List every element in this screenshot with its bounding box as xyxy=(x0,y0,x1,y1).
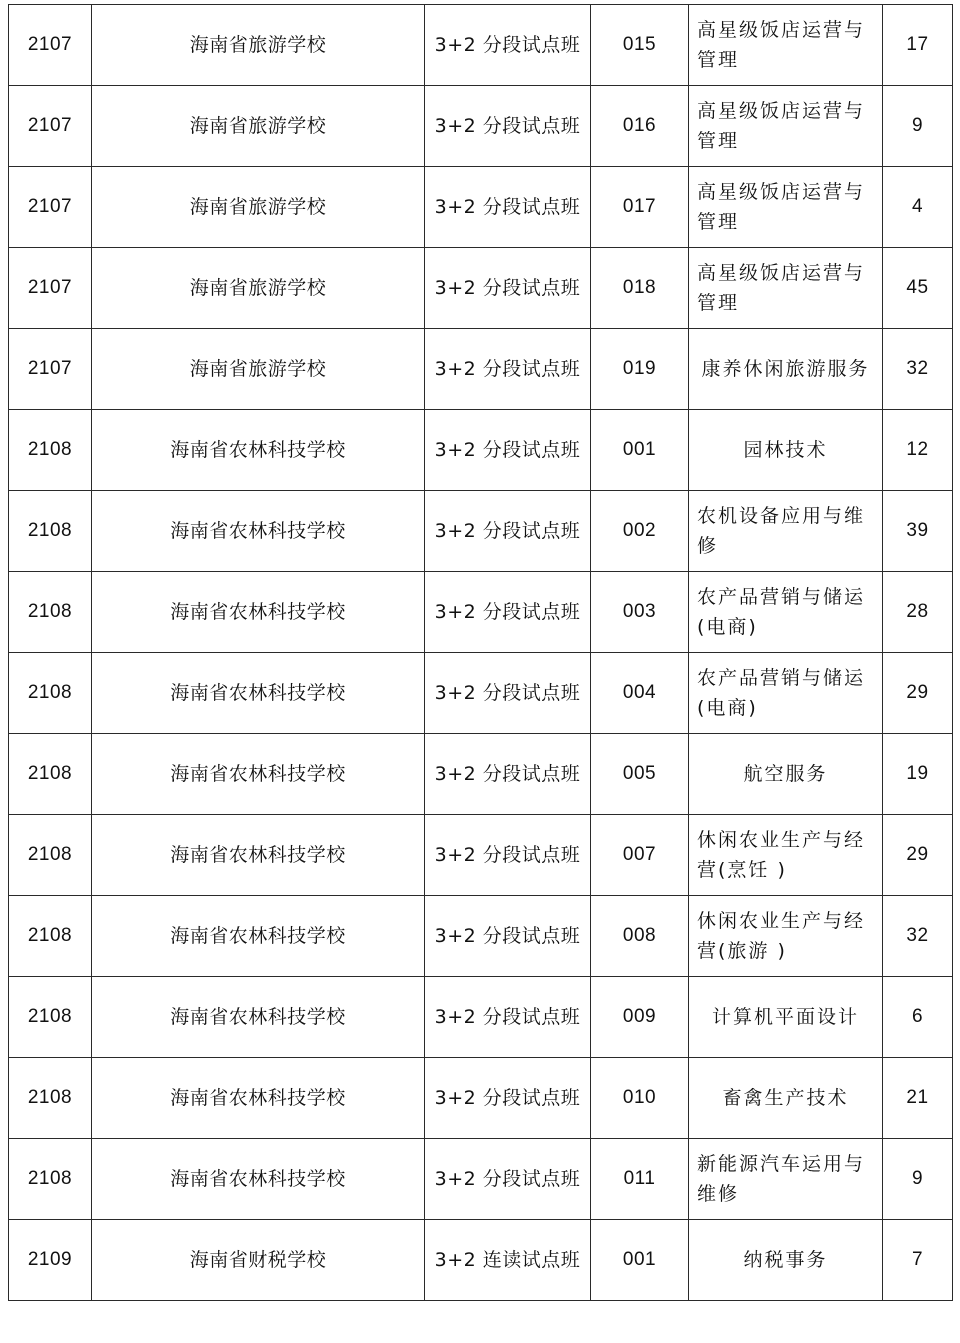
program-type-cell: 3+2 分段试点班 xyxy=(425,248,591,329)
school-name-cell: 海南省旅游学校 xyxy=(92,248,425,329)
major-name-text: 新能源汽车运用与维修 xyxy=(697,1153,866,1205)
major-name-cell xyxy=(689,248,883,329)
program-type-cell: 3+2 连读试点班 xyxy=(425,1220,591,1301)
major-name-text: 航空服务 xyxy=(743,763,828,785)
school-code-cell: 2107 xyxy=(9,329,92,410)
major-code-cell: 004 xyxy=(591,653,689,734)
major-code-cell: 003 xyxy=(591,572,689,653)
table-row xyxy=(9,896,953,977)
major-code-cell: 009 xyxy=(591,977,689,1058)
program-type-cell: 3+2 分段试点班 xyxy=(425,86,591,167)
major-name-text: 农机设备应用与维修 xyxy=(697,505,866,557)
school-code-cell: 2107 xyxy=(9,86,92,167)
school-code-cell: 2108 xyxy=(9,653,92,734)
major-code-cell: 002 xyxy=(591,491,689,572)
program-type-cell: 3+2 分段试点班 xyxy=(425,5,591,86)
plan-count-cell: 4 xyxy=(883,167,953,248)
table-row xyxy=(9,5,953,86)
table-row xyxy=(9,977,953,1058)
school-code-cell: 2108 xyxy=(9,1058,92,1139)
school-name-cell: 海南省农林科技学校 xyxy=(92,572,425,653)
program-type-cell: 3+2 分段试点班 xyxy=(425,167,591,248)
major-name-text: 园林技术 xyxy=(743,439,828,461)
school-name-cell: 海南省农林科技学校 xyxy=(92,1139,425,1220)
plan-count-cell: 32 xyxy=(883,896,953,977)
school-name-cell: 海南省财税学校 xyxy=(92,1220,425,1301)
plan-count-cell: 17 xyxy=(883,5,953,86)
table-row xyxy=(9,653,953,734)
major-name-text: 计算机平面设计 xyxy=(711,1006,859,1028)
table-row xyxy=(9,1139,953,1220)
program-type-cell: 3+2 分段试点班 xyxy=(425,491,591,572)
school-code-cell: 2109 xyxy=(9,1220,92,1301)
program-type-cell: 3+2 分段试点班 xyxy=(425,815,591,896)
major-name-text: 高星级饭店运营与管理 xyxy=(697,181,866,233)
school-name-cell: 海南省旅游学校 xyxy=(92,86,425,167)
program-type-cell: 3+2 分段试点班 xyxy=(425,572,591,653)
table-row xyxy=(9,491,953,572)
table-row xyxy=(9,248,953,329)
major-code-cell: 001 xyxy=(591,410,689,491)
school-name-cell: 海南省农林科技学校 xyxy=(92,1058,425,1139)
school-name-cell: 海南省农林科技学校 xyxy=(92,653,425,734)
table-row xyxy=(9,1058,953,1139)
school-code-cell: 2108 xyxy=(9,977,92,1058)
program-type-cell: 3+2 分段试点班 xyxy=(425,410,591,491)
major-name-text: 高星级饭店运营与管理 xyxy=(697,262,866,314)
table-row xyxy=(9,86,953,167)
major-name-cell xyxy=(689,896,883,977)
plan-count-cell: 9 xyxy=(883,1139,953,1220)
major-name-text: 休闲农业生产与经营(旅游 ) xyxy=(697,910,866,962)
major-name-text: 高星级饭店运营与管理 xyxy=(697,100,866,152)
major-name-text: 农产品营销与储运(电商) xyxy=(697,667,866,719)
school-code-cell: 2108 xyxy=(9,410,92,491)
table-row xyxy=(9,815,953,896)
table-body xyxy=(9,5,953,1301)
major-code-cell: 019 xyxy=(591,329,689,410)
major-name-cell xyxy=(689,815,883,896)
major-name-cell xyxy=(689,653,883,734)
major-name-cell xyxy=(689,1139,883,1220)
enrollment-table-container xyxy=(8,4,952,1301)
major-name-text: 康养休闲旅游服务 xyxy=(701,358,870,380)
major-code-cell: 007 xyxy=(591,815,689,896)
major-name-text: 高星级饭店运营与管理 xyxy=(697,19,866,71)
major-name-text: 纳税事务 xyxy=(743,1249,828,1271)
major-name-cell xyxy=(689,572,883,653)
school-name-cell: 海南省农林科技学校 xyxy=(92,896,425,977)
program-type-cell: 3+2 分段试点班 xyxy=(425,896,591,977)
plan-count-cell: 29 xyxy=(883,815,953,896)
major-code-cell: 018 xyxy=(591,248,689,329)
program-type-cell: 3+2 分段试点班 xyxy=(425,1139,591,1220)
table-row xyxy=(9,167,953,248)
major-code-cell: 010 xyxy=(591,1058,689,1139)
program-type-cell: 3+2 分段试点班 xyxy=(425,977,591,1058)
major-name-cell xyxy=(689,1220,883,1301)
plan-count-cell: 29 xyxy=(883,653,953,734)
major-code-cell: 015 xyxy=(591,5,689,86)
school-name-cell: 海南省农林科技学校 xyxy=(92,977,425,1058)
enrollment-plan-table xyxy=(8,4,953,1301)
major-code-cell: 011 xyxy=(591,1139,689,1220)
table-row xyxy=(9,572,953,653)
major-code-cell: 008 xyxy=(591,896,689,977)
major-code-cell: 017 xyxy=(591,167,689,248)
plan-count-cell: 32 xyxy=(883,329,953,410)
plan-count-cell: 6 xyxy=(883,977,953,1058)
major-name-text: 休闲农业生产与经营(烹饪 ) xyxy=(697,829,866,881)
school-name-cell: 海南省农林科技学校 xyxy=(92,410,425,491)
school-name-cell: 海南省旅游学校 xyxy=(92,167,425,248)
plan-count-cell: 19 xyxy=(883,734,953,815)
major-name-cell xyxy=(689,977,883,1058)
major-name-cell xyxy=(689,86,883,167)
school-name-cell: 海南省旅游学校 xyxy=(92,5,425,86)
plan-count-cell: 28 xyxy=(883,572,953,653)
major-name-cell xyxy=(689,5,883,86)
major-code-cell: 016 xyxy=(591,86,689,167)
major-name-cell xyxy=(689,329,883,410)
table-row xyxy=(9,410,953,491)
program-type-cell: 3+2 分段试点班 xyxy=(425,329,591,410)
table-row xyxy=(9,329,953,410)
plan-count-cell: 39 xyxy=(883,491,953,572)
program-type-cell: 3+2 分段试点班 xyxy=(425,734,591,815)
school-code-cell: 2108 xyxy=(9,815,92,896)
major-name-cell xyxy=(689,167,883,248)
school-name-cell: 海南省农林科技学校 xyxy=(92,734,425,815)
major-code-cell: 005 xyxy=(591,734,689,815)
plan-count-cell: 9 xyxy=(883,86,953,167)
school-code-cell: 2108 xyxy=(9,572,92,653)
school-code-cell: 2107 xyxy=(9,167,92,248)
school-code-cell: 2108 xyxy=(9,896,92,977)
school-name-cell: 海南省农林科技学校 xyxy=(92,815,425,896)
major-code-cell: 001 xyxy=(591,1220,689,1301)
plan-count-cell: 12 xyxy=(883,410,953,491)
school-code-cell: 2108 xyxy=(9,491,92,572)
plan-count-cell: 7 xyxy=(883,1220,953,1301)
school-code-cell: 2108 xyxy=(9,1139,92,1220)
major-name-cell xyxy=(689,491,883,572)
school-code-cell: 2108 xyxy=(9,734,92,815)
major-name-text: 畜禽生产技术 xyxy=(722,1087,849,1109)
program-type-cell: 3+2 分段试点班 xyxy=(425,1058,591,1139)
major-name-text: 农产品营销与储运(电商) xyxy=(697,586,866,638)
school-name-cell: 海南省农林科技学校 xyxy=(92,491,425,572)
school-name-cell: 海南省旅游学校 xyxy=(92,329,425,410)
table-row xyxy=(9,734,953,815)
plan-count-cell: 21 xyxy=(883,1058,953,1139)
program-type-cell: 3+2 分段试点班 xyxy=(425,653,591,734)
plan-count-cell: 45 xyxy=(883,248,953,329)
school-code-cell: 2107 xyxy=(9,248,92,329)
major-name-cell xyxy=(689,410,883,491)
major-name-cell xyxy=(689,734,883,815)
school-code-cell: 2107 xyxy=(9,5,92,86)
major-name-cell xyxy=(689,1058,883,1139)
table-row xyxy=(9,1220,953,1301)
